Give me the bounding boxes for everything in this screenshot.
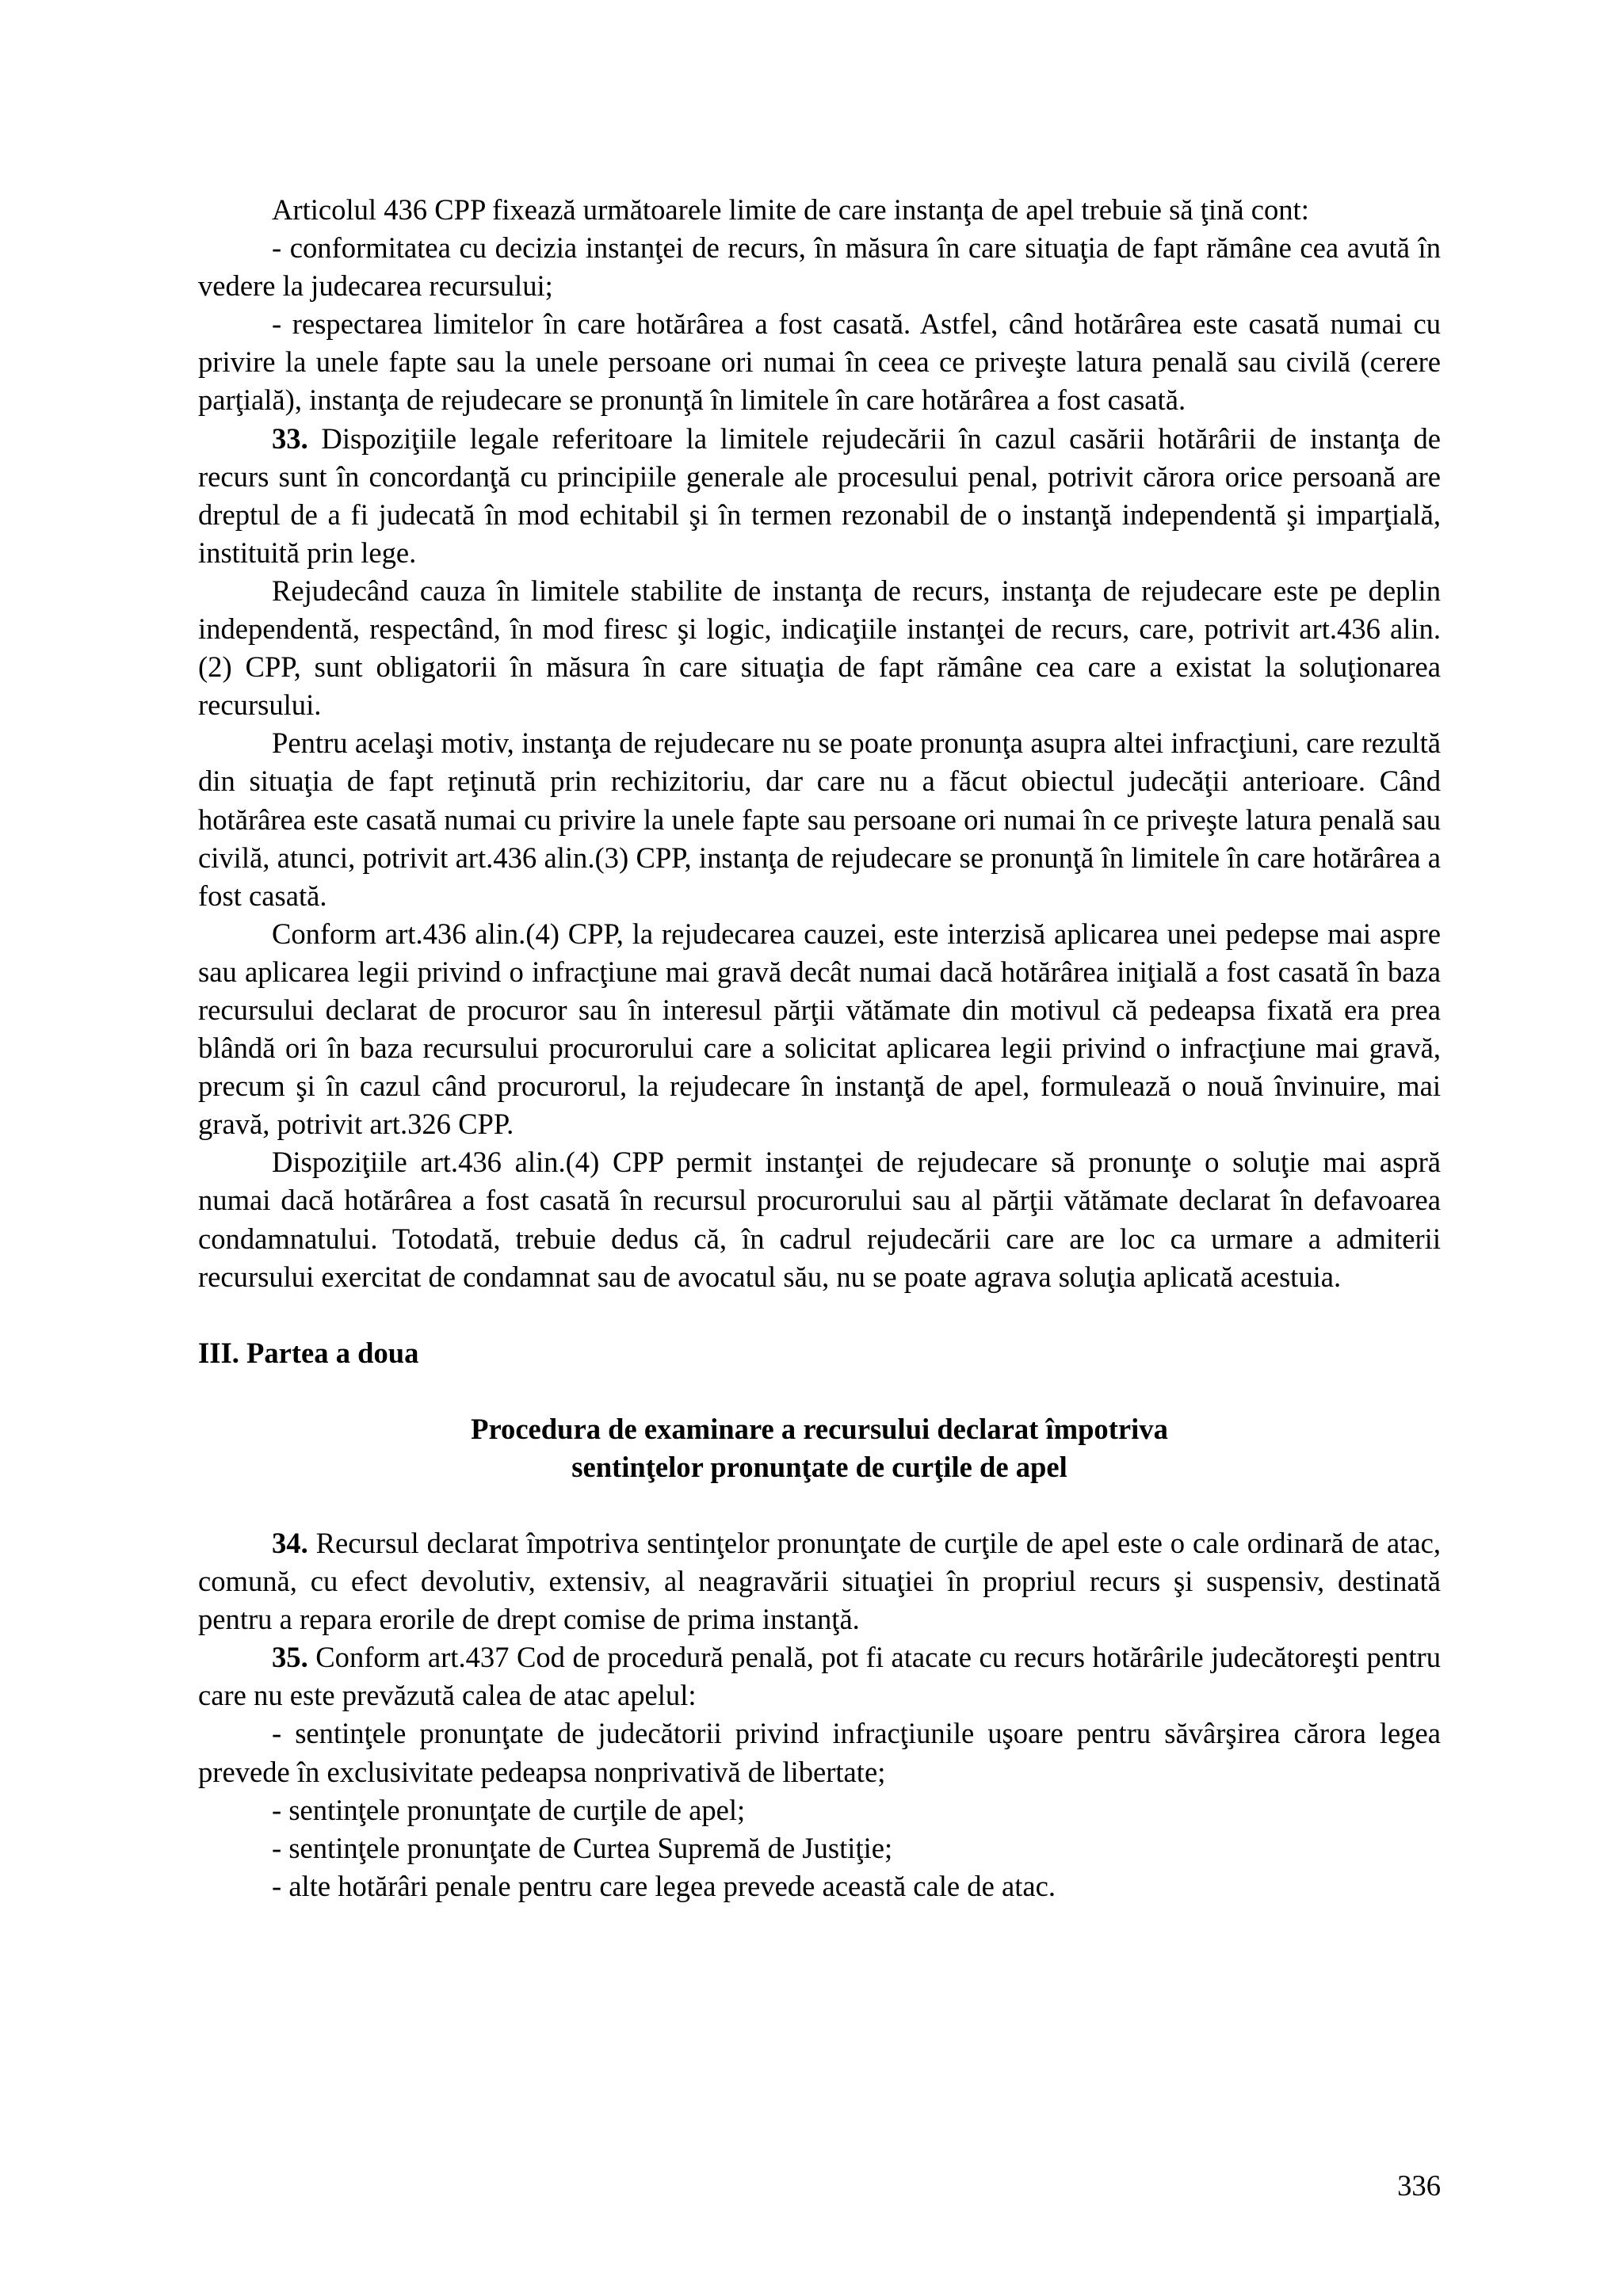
paragraph-number: 33.: [272, 421, 308, 455]
paragraph-text: Dispoziţiile legale referitoare la limitele rejudecării în cazul casării hotărârii de instanţa de recurs sunt în concordanţă cu principiile generale ale procesului penal, potrivit cărora orice persoană are dreptul de a fi judecată în mod echitabil şi în termen rezonabil de o instanţă independentă şi imparţială, instituită prin lege.: [198, 421, 1441, 569]
paragraph-text: Pentru acelaşi motiv, instanţa de rejudecare nu se poate pronunţa asupra altei infracţiuni, care rezultă din situaţia de fapt reţinută prin rechizitoriu, dar care nu a făcut obiectul judecăţii anterioare. Când hotărârea este casată numai cu privire la unele fapte sau persoane ori numai în ce priveşte latura penală sau civilă, atunci, potrivit art.436 alin.(3) CPP, instanţa de rejudecare se pronunţă în limitele în care hotărârea a fost casată.: [198, 727, 1441, 912]
list-item-text: - sentinţele pronunţate de judecătorii privind infracţiunile uşoare pentru săvârşirea cărora legea prevede în exclusivitate pedeapsa nonprivativă de libertate;: [198, 1717, 1441, 1788]
section-title: [198, 1410, 1441, 1486]
paragraph: [198, 191, 1441, 229]
list-item-text: - respectarea limitelor în care hotărârea a fost casată. Astfel, când hotărârea este casată numai cu privire la unele fapte sau la unele persoane ori numai în ceea ce priveşte latura penală sau civilă (cerere parţială), instanţa de rejudecare se pronunţă în limitele în care hotărârea a fost casată.: [198, 307, 1441, 417]
paragraph: [198, 572, 1441, 724]
section-heading: III. Partea a doua: [198, 1336, 419, 1369]
list-item-text: - alte hotărâri penale pentru care legea prevede această cale de atac.: [272, 1869, 1056, 1902]
numbered-paragraph: [198, 420, 1441, 572]
paragraph-number: 35.: [272, 1641, 308, 1674]
paragraph: [198, 915, 1441, 1144]
document-page: [198, 191, 1441, 1905]
paragraph-text: Conform art.436 alin.(4) CPP, la rejudecarea cauzei, este interzisă aplicarea unei pedepse mai aspre sau aplicarea legii privind o infracţiune mai gravă decât numai dacă hotărârea iniţială a fost casată în baza recursului declarat de procuror sau în interesul părţii vătămate din motivul că pedeapsa fixată era prea blândă ori în baza recursului procurorului care a solicitat aplicarea legii privind o infracţiune mai gravă, precum şi în cazul când procurorul, la rejudecare în instanţă de apel, formulează o nouă învinuire, mai gravă, potrivit art.326 CPP.: [198, 917, 1441, 1141]
paragraph-text: Rejudecând cauza în limitele stabilite de instanţa de recurs, instanţa de rejudecare este pe deplin independentă, respectând, în mod firesc şi logic, indicaţiile instanţei de recurs, care, potrivit art.436 alin.(2) CPP, sunt obligatorii în măsura în care situaţia de fapt rămâne cea care a existat la soluţionarea recursului.: [198, 574, 1441, 722]
list-item-text: - sentinţele pronunţate de Curtea Supremă de Justiţie;: [272, 1831, 893, 1864]
list-item: [198, 229, 1441, 305]
paragraph-text: Conform art.437 Cod de procedură penală, pot fi atacate cu recurs hotărârile judecătoreşti pentru care nu este prevăzută calea de atac apelul:: [198, 1641, 1441, 1712]
page-number: 336: [1397, 2169, 1441, 2202]
paragraph-text: Recursul declarat împotriva sentinţelor pronunţate de curţile de apel este o cale ordinară de atac, comună, cu efect devolutiv, extensiv, al neagravării situaţiei în propriul recurs şi suspensiv, destinată pentru a repara erorile de drept comise de prima instanţă.: [198, 1527, 1441, 1636]
numbered-paragraph: [198, 1638, 1441, 1714]
list-item-text: - sentinţele pronunţate de curţile de apel;: [272, 1793, 746, 1826]
list-item-text: - conformitatea cu decizia instanţei de recurs, în măsura în care situaţia de fapt rămâne cea avută în vedere la judecarea recursului;: [198, 231, 1441, 303]
paragraph: [198, 724, 1441, 914]
section-title-line: Procedura de examinare a recursului declarat împotriva: [471, 1412, 1168, 1445]
list-item: [198, 1867, 1441, 1905]
list-item: [198, 1829, 1441, 1867]
paragraph-text: Dispoziţiile art.436 alin.(4) CPP permit instanţei de rejudecare să pronunţe o soluţie mai aspră numai dacă hotărârea a fost casată în recursul procurorului sau al părţii vătămate declarat în defavoarea condamnatului. Totodată, trebuie dedus că, în cadrul rejudecării care are loc ca urmare a admiterii recursului exercitat de condamnat sau de avocatul său, nu se poate agrava soluţia aplicată acestuia.: [198, 1146, 1441, 1293]
list-item: [198, 1791, 1441, 1829]
list-item: [198, 1714, 1441, 1791]
section-title-line: sentinţelor pronunţate de curţile de apel: [571, 1450, 1067, 1483]
paragraph-number: 34.: [272, 1527, 308, 1559]
paragraph: [198, 1143, 1441, 1295]
list-item: [198, 305, 1441, 419]
paragraph-text: Articolul 436 CPP fixează următoarele limite de care instanţa de apel trebuie să ţină cont:: [272, 193, 1309, 226]
numbered-paragraph: [198, 1524, 1441, 1638]
